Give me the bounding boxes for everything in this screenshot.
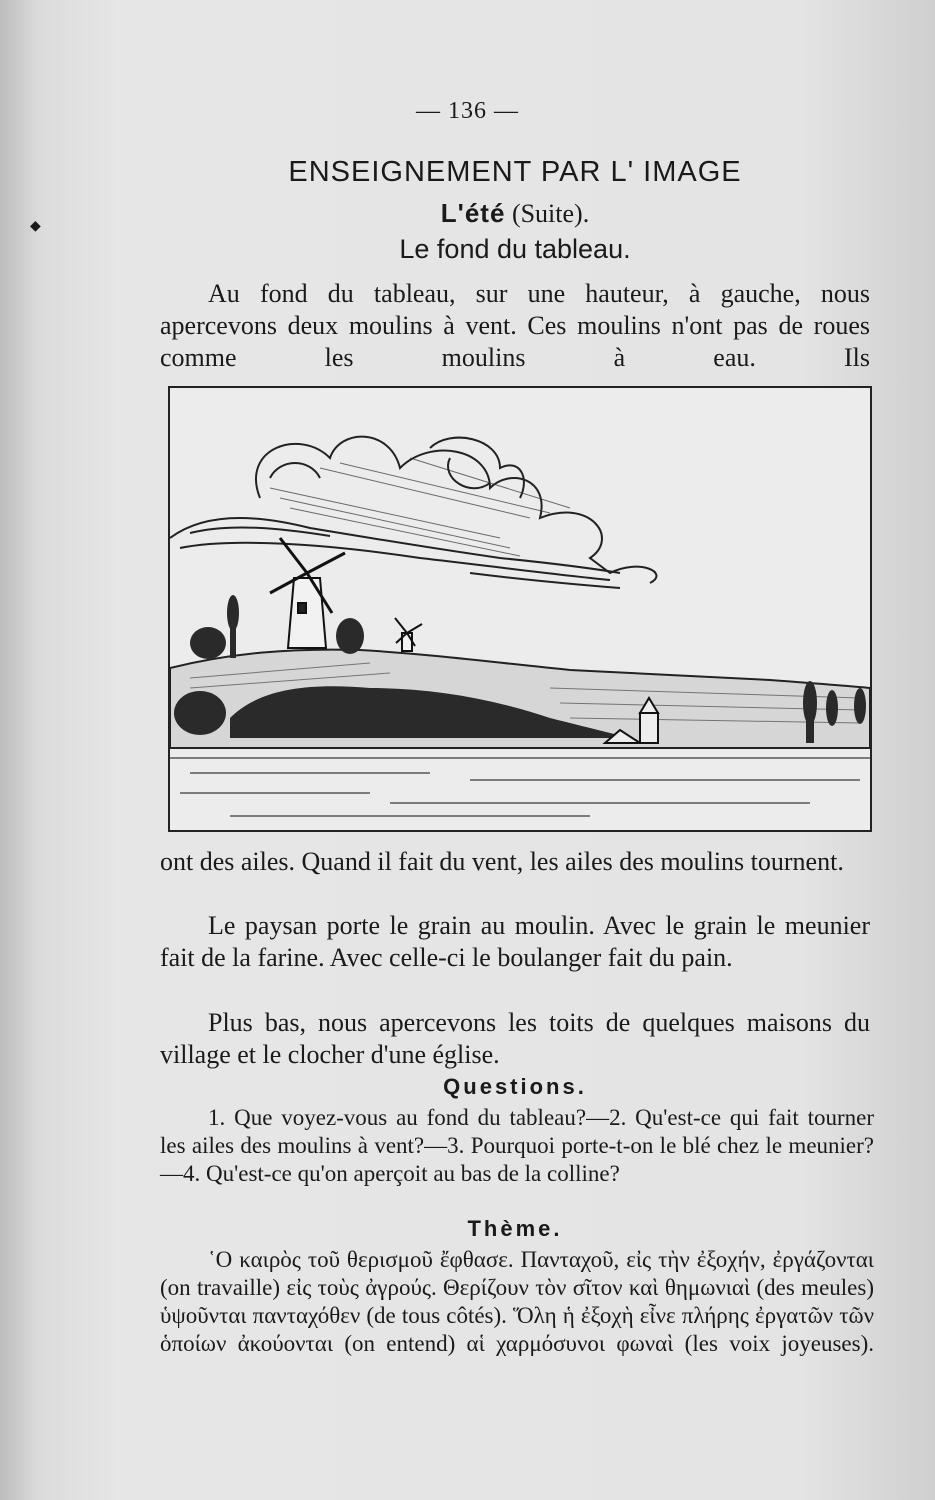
- paragraph-4: Plus bas, nous apercevons les toits de quelques maisons du village et le clocher d'une église.: [160, 1008, 870, 1069]
- lesson-subtitle: [160, 198, 870, 229]
- windmill-landscape-illustration: [168, 386, 872, 832]
- landscape-drawing: [170, 388, 870, 830]
- paragraph-3: Le paysan porte le grain au moulin. Avec le grain le meunier fait de la farine. Avec celle-ci le boulanger fait du pain.: [160, 911, 870, 972]
- theme-heading: Thème.: [467, 1216, 563, 1241]
- lesson-section-title: Le fond du tableau.: [399, 234, 631, 264]
- section-title: ENSEIGNEMENT PAR L' IMAGE: [288, 156, 742, 188]
- theme-text: ῾Ο καιρὸς τοῦ θερισμοῦ ἔφθασε. Πανταχοῦ, εἰς τὴν ἐξοχήν, ἐργάζονται (on travaille) εἰς τοὺς ἀγρούς. Θερίζουν τὸν σῖτον καὶ θημωνιαὶ (des meules) ὑψοῦνται πανταχόθεν (de tous côtés). Ὅλη ἡ ἐξοχὴ εἶνε πλήρης ἐργατῶν τῶν ὁποίων ἀκούονται (on entend) αἱ χαρμόσυνοι φωναὶ (les voix joyeuses).: [160, 1247, 874, 1356]
- paragraph-1: Au fond du tableau, sur une hauteur, à gauche, nous apercevons deux moulins à vent. Ces moulins n'ont pas de roues comme les moulins à eau. Ils: [160, 279, 870, 372]
- margin-mark: ◆: [30, 219, 41, 234]
- paragraph-2: ont des ailes. Quand il fait du vent, les ailes des moulins tournent.: [160, 847, 844, 876]
- questions-text: 1. Que voyez-vous au fond du tableau?—2. Qu'est-ce qui fait tourner les ailes des moulins à vent?—3. Pourquoi porte-t-on le blé chez le meunier?—4. Qu'est-ce qu'on aperçoit au bas de la colline?: [160, 1105, 874, 1186]
- subtitle-rest: (Suite).: [511, 199, 590, 228]
- questions-heading: Questions.: [443, 1074, 587, 1099]
- subtitle-bold: L'été: [440, 198, 506, 228]
- page-number: — 136 —: [416, 98, 519, 124]
